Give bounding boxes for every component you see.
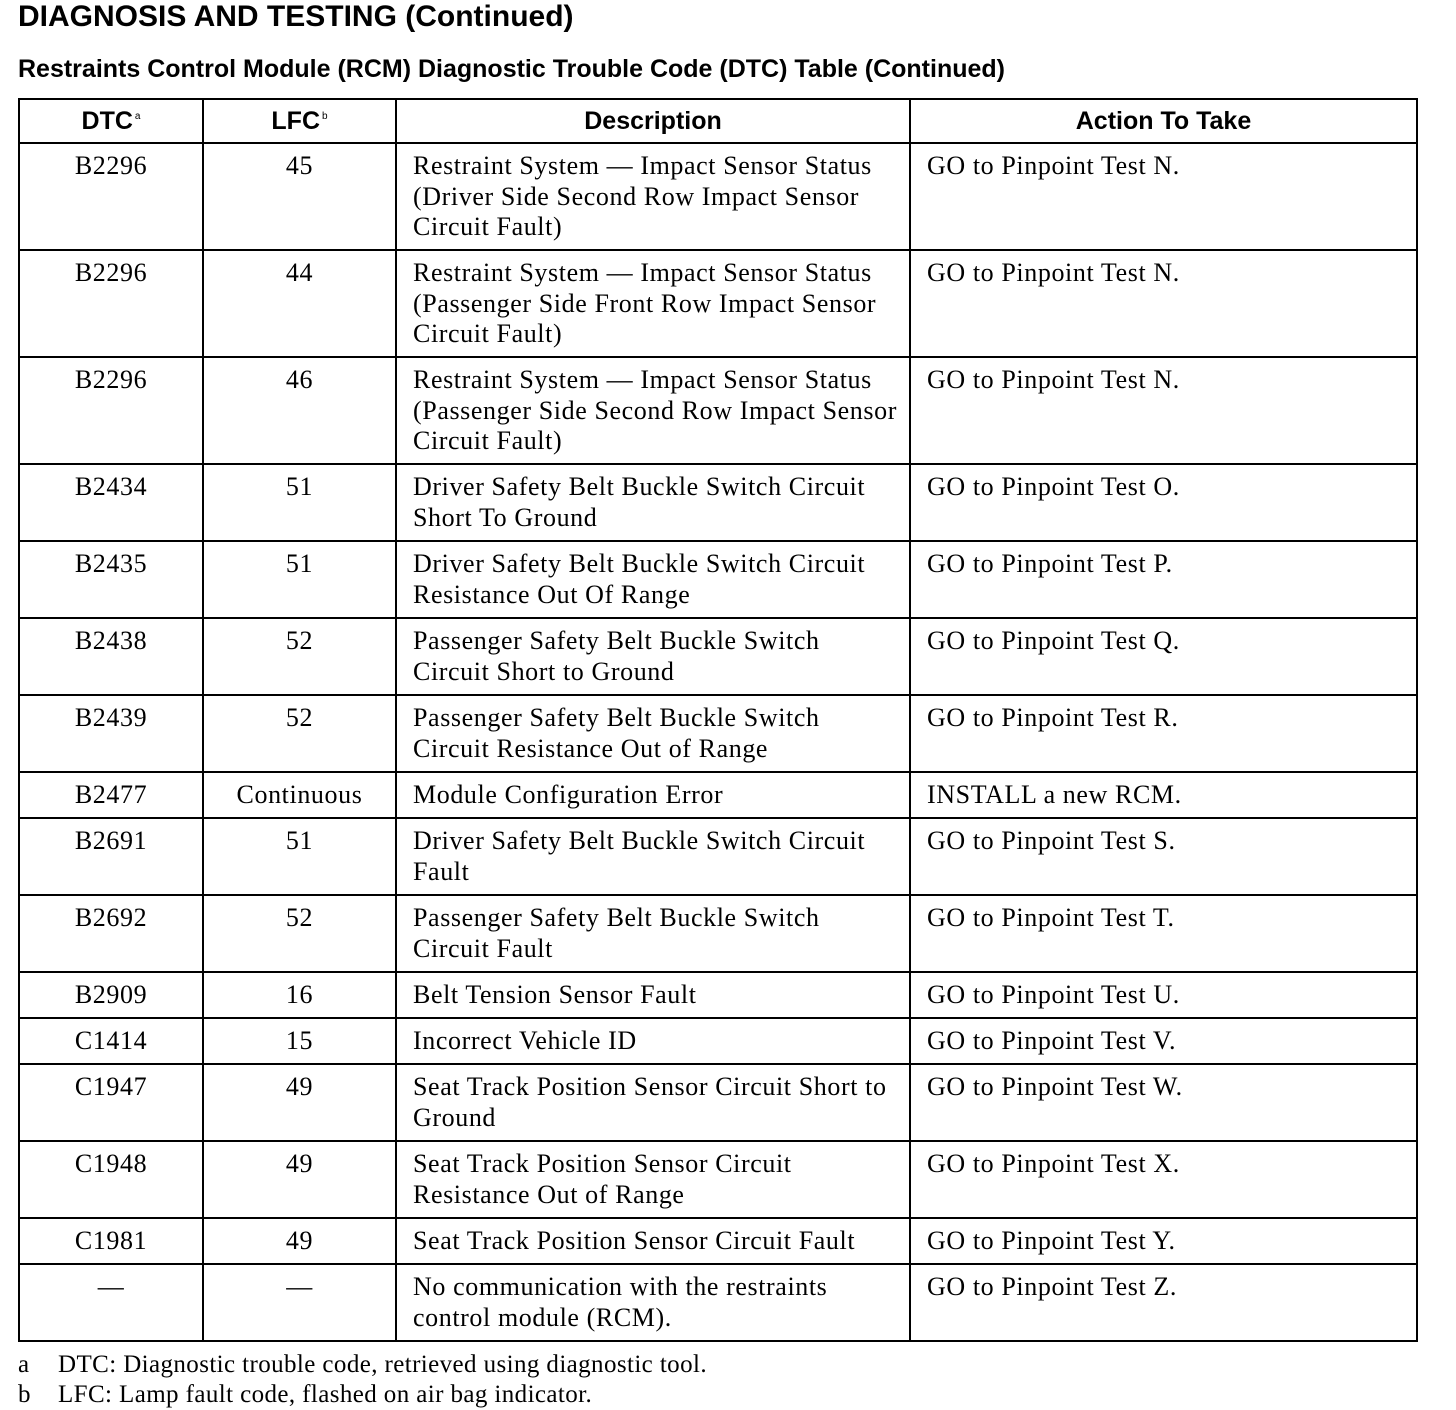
lfc-cell: 52 bbox=[203, 895, 396, 972]
dtc-cell: B2296 bbox=[19, 357, 203, 464]
description-cell: Driver Safety Belt Buckle Switch Circuit Fault bbox=[396, 818, 910, 895]
section-title: DIAGNOSIS AND TESTING (Continued) bbox=[18, 0, 574, 33]
description-cell: No communication with the restraints control module (RCM). bbox=[396, 1264, 910, 1341]
column-header-label: Description bbox=[584, 106, 722, 135]
footnote-marker: b bbox=[322, 110, 328, 122]
dtc-cell: C1414 bbox=[19, 1018, 203, 1064]
table-row bbox=[19, 1064, 1417, 1141]
table-row bbox=[19, 1018, 1417, 1064]
description-cell: Passenger Safety Belt Buckle Switch Circuit Short to Ground bbox=[396, 618, 910, 695]
dtc-cell: B2439 bbox=[19, 695, 203, 772]
dtc-cell: B2434 bbox=[19, 464, 203, 541]
dtc-cell: B2296 bbox=[19, 250, 203, 357]
dtc-cell: C1947 bbox=[19, 1064, 203, 1141]
table-row bbox=[19, 618, 1417, 695]
description-cell: Driver Safety Belt Buckle Switch Circuit Short To Ground bbox=[396, 464, 910, 541]
dtc-cell: B2477 bbox=[19, 772, 203, 818]
lfc-cell: 16 bbox=[203, 972, 396, 1018]
footnote-marker: a bbox=[134, 110, 141, 122]
action-cell: GO to Pinpoint Test W. bbox=[910, 1064, 1417, 1141]
table-row bbox=[19, 695, 1417, 772]
action-cell: GO to Pinpoint Test S. bbox=[910, 818, 1417, 895]
table-row bbox=[19, 895, 1417, 972]
dtc-cell: C1948 bbox=[19, 1141, 203, 1218]
action-cell: GO to Pinpoint Test N. bbox=[910, 357, 1417, 464]
description-cell: Seat Track Position Sensor Circuit Resistance Out of Range bbox=[396, 1141, 910, 1218]
action-cell: GO to Pinpoint Test O. bbox=[910, 464, 1417, 541]
table-row bbox=[19, 818, 1417, 895]
table-row bbox=[19, 1264, 1417, 1341]
table-row bbox=[19, 143, 1417, 250]
dtc-cell: B2438 bbox=[19, 618, 203, 695]
footnotes bbox=[18, 1350, 1416, 1410]
dtc-cell: — bbox=[19, 1264, 203, 1341]
lfc-cell: 51 bbox=[203, 818, 396, 895]
table-row bbox=[19, 772, 1417, 818]
action-cell: INSTALL a new RCM. bbox=[910, 772, 1417, 818]
action-cell: GO to Pinpoint Test Y. bbox=[910, 1218, 1417, 1264]
table-row bbox=[19, 250, 1417, 357]
action-cell: GO to Pinpoint Test X. bbox=[910, 1141, 1417, 1218]
lfc-cell: 15 bbox=[203, 1018, 396, 1064]
action-cell: GO to Pinpoint Test R. bbox=[910, 695, 1417, 772]
lfc-cell: Continuous bbox=[203, 772, 396, 818]
lfc-cell: 51 bbox=[203, 541, 396, 618]
footnote-dtc bbox=[18, 1350, 1416, 1380]
lfc-cell: 44 bbox=[203, 250, 396, 357]
description-cell: Passenger Safety Belt Buckle Switch Circuit Resistance Out of Range bbox=[396, 695, 910, 772]
description-cell: Incorrect Vehicle ID bbox=[396, 1018, 910, 1064]
table-row bbox=[19, 1218, 1417, 1264]
column-header-label: LFC bbox=[271, 106, 321, 135]
dtc-cell: B2296 bbox=[19, 143, 203, 250]
footnote-lfc bbox=[18, 1380, 1416, 1410]
description-cell: Driver Safety Belt Buckle Switch Circuit Resistance Out Of Range bbox=[396, 541, 910, 618]
dtc-cell: B2909 bbox=[19, 972, 203, 1018]
column-header-lfc bbox=[203, 99, 396, 143]
description-cell: Passenger Safety Belt Buckle Switch Circuit Fault bbox=[396, 895, 910, 972]
lfc-cell: 51 bbox=[203, 464, 396, 541]
footnote-text: LFC: Lamp fault code, flashed on air bag indicator. bbox=[58, 1381, 593, 1408]
action-cell: GO to Pinpoint Test P. bbox=[910, 541, 1417, 618]
action-cell: GO to Pinpoint Test T. bbox=[910, 895, 1417, 972]
action-cell: GO to Pinpoint Test Z. bbox=[910, 1264, 1417, 1341]
action-cell: GO to Pinpoint Test N. bbox=[910, 143, 1417, 250]
footnote-text: DTC: Diagnostic trouble code, retrieved using diagnostic tool. bbox=[58, 1351, 707, 1378]
lfc-cell: 49 bbox=[203, 1064, 396, 1141]
lfc-cell: — bbox=[203, 1264, 396, 1341]
lfc-cell: 45 bbox=[203, 143, 396, 250]
column-header-description bbox=[396, 99, 910, 143]
footnote-mark: a bbox=[18, 1351, 30, 1378]
column-header-dtc bbox=[19, 99, 203, 143]
table-title: Restraints Control Module (RCM) Diagnostic Trouble Code (DTC) Table (Continued) bbox=[18, 55, 1005, 83]
description-cell: Restraint System — Impact Sensor Status (Driver Side Second Row Impact Sensor Circuit Fault) bbox=[396, 143, 910, 250]
table-row bbox=[19, 1141, 1417, 1218]
dtc-cell: B2692 bbox=[19, 895, 203, 972]
description-cell: Belt Tension Sensor Fault bbox=[396, 972, 910, 1018]
footnote-mark: b bbox=[18, 1381, 31, 1408]
column-header-label: Action To Take bbox=[1075, 106, 1252, 135]
page bbox=[18, 0, 1416, 1410]
table-row bbox=[19, 357, 1417, 464]
table-row bbox=[19, 464, 1417, 541]
dtc-cell: B2435 bbox=[19, 541, 203, 618]
column-header-label: DTC bbox=[81, 106, 133, 135]
table-header-row bbox=[19, 99, 1417, 143]
lfc-cell: 46 bbox=[203, 357, 396, 464]
dtc-cell: B2691 bbox=[19, 818, 203, 895]
dtc-cell: C1981 bbox=[19, 1218, 203, 1264]
action-cell: GO to Pinpoint Test Q. bbox=[910, 618, 1417, 695]
action-cell: GO to Pinpoint Test U. bbox=[910, 972, 1417, 1018]
table-row bbox=[19, 541, 1417, 618]
description-cell: Module Configuration Error bbox=[396, 772, 910, 818]
action-cell: GO to Pinpoint Test N. bbox=[910, 250, 1417, 357]
dtc-table bbox=[18, 98, 1418, 1342]
column-header-action bbox=[910, 99, 1417, 143]
table-row bbox=[19, 972, 1417, 1018]
lfc-cell: 49 bbox=[203, 1218, 396, 1264]
description-cell: Seat Track Position Sensor Circuit Short to Ground bbox=[396, 1064, 910, 1141]
description-cell: Restraint System — Impact Sensor Status (Passenger Side Front Row Impact Sensor Circuit Fault) bbox=[396, 250, 910, 357]
lfc-cell: 49 bbox=[203, 1141, 396, 1218]
description-cell: Seat Track Position Sensor Circuit Fault bbox=[396, 1218, 910, 1264]
lfc-cell: 52 bbox=[203, 618, 396, 695]
description-cell: Restraint System — Impact Sensor Status (Passenger Side Second Row Impact Sensor Circuit Fault) bbox=[396, 357, 910, 464]
lfc-cell: 52 bbox=[203, 695, 396, 772]
action-cell: GO to Pinpoint Test V. bbox=[910, 1018, 1417, 1064]
